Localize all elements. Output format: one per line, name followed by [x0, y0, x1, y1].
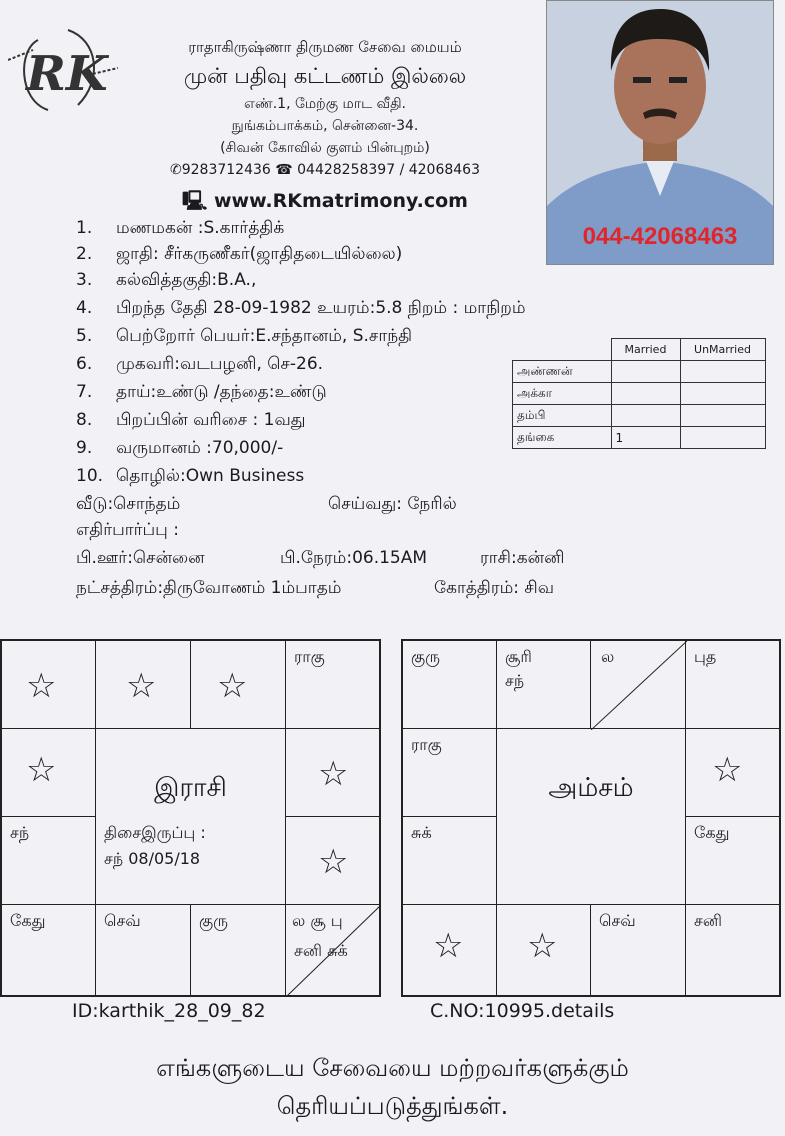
rasi-cell: ராகு: [285, 640, 380, 729]
siblings-table: [512, 338, 766, 449]
amsam-cell: [685, 728, 780, 817]
amsam-cell: ராகு: [402, 728, 497, 817]
detail-10: 10. தொழில்:Own Business: [76, 466, 305, 486]
slogan-line1: எங்களுடைய சேவையை மற்றவர்களுக்கும்: [156, 1054, 629, 1082]
amsam-cell: [402, 904, 497, 996]
rasi-center: [95, 728, 286, 905]
rasi-title: இராசி: [154, 773, 227, 803]
amsam-center: [496, 728, 686, 905]
table-row: அண்ணன்: [513, 361, 766, 383]
siblings-header-blank: [513, 339, 612, 361]
siblings-header-unmarried: UnMarried: [680, 339, 765, 361]
rasi-info: ராசி:கன்னி: [480, 548, 565, 568]
amsam-cell: ல: [590, 640, 686, 729]
address-line3: (சிவன் கோவில் குளம் பின்புறம்): [220, 140, 430, 156]
rasi-cell: [1, 640, 96, 729]
detail-7: 7. தாய்:உண்டு /தந்தை:உண்டு: [76, 382, 327, 402]
amsam-cell: செவ்: [590, 904, 686, 996]
amsam-cell: குரு: [402, 640, 497, 729]
slogan-line2: தெரியப்படுத்துங்கள்.: [276, 1092, 509, 1120]
phone-numbers: ✆9283712436 ☎ 04428258397 / 42068463: [170, 162, 480, 178]
photo-phone: 044-42068463: [582, 223, 738, 250]
star-icon: ☆: [126, 666, 157, 706]
table-row: தம்பி: [513, 405, 766, 427]
detail-2: 2. ஜாதி: சீர்கருணீகர்(ஜாதிதடையில்லை): [76, 244, 403, 264]
agency-name: ராதாகிருஷ்ணா திருமண சேவை மையம்: [188, 38, 462, 56]
rasi-cell: [190, 640, 286, 729]
siblings-header-married: Married: [611, 339, 680, 361]
amsam-cell: சுக்: [402, 816, 497, 905]
birth-place: பி.ஊர்:சென்னை: [76, 548, 205, 568]
detail-4: 4. பிறந்த தேதி 28-09-1982 உயரம்:5.8 நிறம் : மாநிறம்: [76, 298, 526, 318]
birth-time: பி.நேரம்:06.15AM: [280, 548, 428, 568]
profile-id: ID:karthik_28_09_82: [72, 1000, 266, 1022]
amsam-cell: புத: [685, 640, 780, 729]
detail-6: 6. முகவரி:வடபழனி, செ-26.: [76, 354, 324, 374]
table-row: தங்கை 1: [513, 427, 766, 449]
detail-1: 1. மணமகன் :S.கார்த்திக்: [76, 218, 285, 238]
rasi-cell: [1, 728, 96, 817]
gothram-info: கோத்திரம்: சிவ: [434, 578, 555, 598]
logo: [8, 20, 118, 120]
expectation-label: எதிர்பார்ப்பு :: [76, 520, 179, 540]
detail-3: 3. கல்வித்தகுதி:B.A.,: [76, 270, 257, 290]
dasa-label: திசைஇருப்பு :: [104, 823, 206, 842]
star-icon: ☆: [527, 926, 558, 966]
rasi-cell: [285, 816, 380, 905]
house-info: வீடு:சொந்தம்: [76, 494, 181, 514]
dasa-value: சந் 08/05/18: [104, 849, 201, 868]
profile-photo: [546, 0, 774, 265]
logo-text: RK: [26, 46, 108, 102]
detail-5: 5. பெற்றோர் பெயர்:E.சந்தானம், S.சாந்தி: [76, 326, 413, 346]
amsam-title: அம்சம்: [548, 773, 634, 803]
amsam-cell: கேது: [685, 816, 780, 905]
star-icon: ☆: [318, 842, 349, 882]
rasi-cell: [285, 728, 380, 817]
amsam-cell: சூரி சந்: [496, 640, 591, 729]
star-icon: ☆: [318, 754, 349, 794]
star-icon: ☆: [26, 666, 57, 706]
amsam-chart: [401, 639, 781, 997]
address-line2: நுங்கம்பாக்கம், சென்னை-34.: [231, 118, 419, 134]
detail-9: 9. வருமானம் :70,000/-: [76, 438, 284, 458]
star-info: நட்சத்திரம்:திருவோணம் 1ம்பாதம்: [76, 578, 342, 598]
rasi-cell: செவ்: [95, 904, 191, 996]
star-icon: ☆: [26, 750, 57, 790]
doing-info: செய்வது: நேரில்: [328, 494, 457, 514]
rasi-cell: ல சூ பு சனி சுக்: [285, 904, 380, 996]
star-icon: ☆: [712, 750, 743, 790]
rasi-chart: [0, 639, 381, 997]
amsam-cell: [496, 904, 591, 996]
website: 🖳 www.RKmatrimony.com: [182, 190, 468, 212]
amsam-cell: சனி: [685, 904, 780, 996]
no-fee-line: முன் பதிவு கட்டணம் இல்லை: [183, 64, 467, 88]
contact-number: C.NO:10995.details: [430, 1000, 615, 1022]
rasi-cell: சந்: [1, 816, 96, 905]
rasi-cell: குரு: [190, 904, 286, 996]
address-line1: எண்.1, மேற்கு மாட வீதி.: [243, 96, 407, 112]
star-icon: ☆: [217, 666, 248, 706]
rasi-cell: [95, 640, 191, 729]
star-icon: ☆: [433, 926, 464, 966]
table-row: அக்கா: [513, 383, 766, 405]
detail-8: 8. பிறப்பின் வரிசை : 1வது: [76, 410, 306, 430]
rasi-cell: கேது: [1, 904, 96, 996]
